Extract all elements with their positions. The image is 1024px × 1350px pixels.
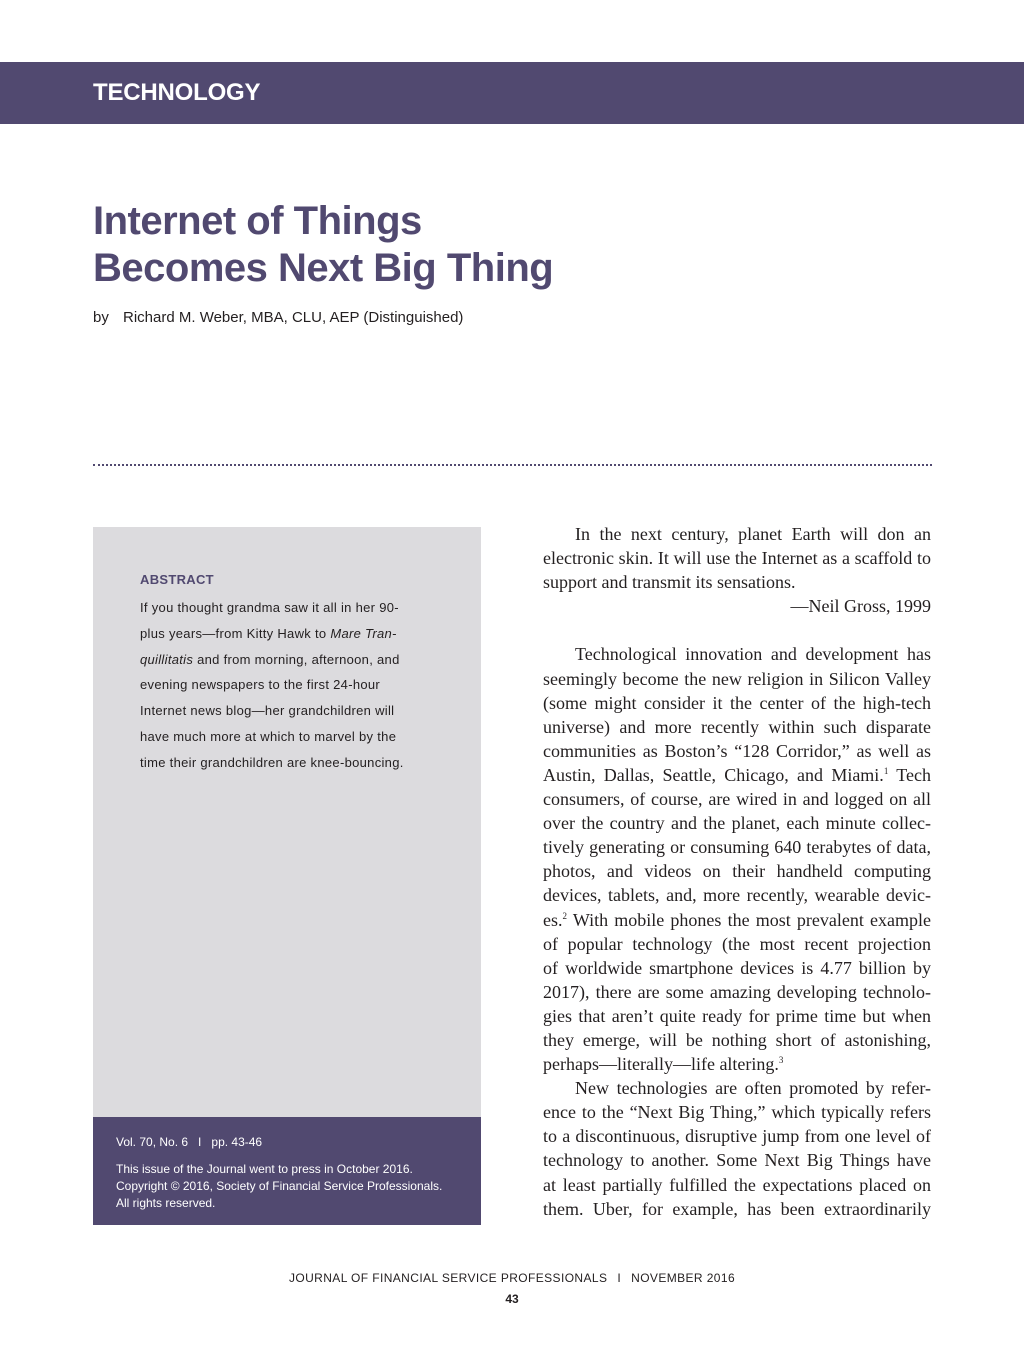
body-line: devices, tablets, and, more recently, wearable devic- xyxy=(543,885,931,906)
journal-name: JOURNAL OF FINANCIAL SERVICE PROFESSIONALS xyxy=(288,1271,608,1285)
page-range: pp. 43-46 xyxy=(211,1135,263,1149)
rights-line: All rights reserved. xyxy=(116,1196,216,1211)
dotted-divider xyxy=(93,464,932,466)
page-number: 43 xyxy=(505,1292,519,1306)
body-line: Austin, Dallas, Seattle, Chicago, and Miami.$^1$ Tech xyxy=(543,764,931,785)
body-line: over the country and the planet, each minute collec- xyxy=(543,813,931,834)
abstract-heading: ABSTRACT xyxy=(140,572,214,587)
body-line: technology to another. Some Next Big Things have xyxy=(543,1150,931,1171)
title-line: Becomes Next Big Thing xyxy=(93,246,554,290)
body-line: perhaps—literally—life altering.$^3$ xyxy=(543,1054,784,1075)
byline xyxy=(93,309,463,326)
epigraph-line: electronic skin. It will use the Internet as a scaffold to xyxy=(543,548,931,569)
body-line: (some might consider it the center of the high-tech xyxy=(543,692,931,713)
body-line: of worldwide smartphone devices is 4.77 billion by xyxy=(543,957,931,978)
press-note: This issue of the Journal went to press in October 2016. xyxy=(116,1162,413,1176)
body-line: consumers, of course, are wired in and logged on all xyxy=(543,789,931,810)
epigraph-line: In the next century, planet Earth will don an xyxy=(575,524,931,544)
body-line: at least partially fulfilled the expectations placed on xyxy=(543,1174,931,1195)
epigraph xyxy=(543,522,931,618)
body-line: tively generating or consuming 640 terabytes of data, xyxy=(543,837,931,858)
body-line: universe) and more recently within such disparate xyxy=(543,716,931,737)
body-line: Technological innovation and development has xyxy=(575,644,931,665)
body-line: es.$^2$ With mobile phones the most prevalent example xyxy=(543,909,931,930)
body-line: them. Uber, for example, has been extraordinarily xyxy=(543,1198,931,1219)
abstract-line: quillitatis and from morning, afternoon, and xyxy=(140,651,400,667)
epigraph-attribution: —Neil Gross, 1999 xyxy=(790,596,931,617)
abstract-line: have much more at which to marvel by the xyxy=(140,728,397,744)
title-line: Internet of Things xyxy=(93,199,422,243)
abstract-line: time their grandchildren are knee-bouncing. xyxy=(140,754,404,770)
body-line: gies that aren’t quite ready for prime time but when xyxy=(543,1005,931,1026)
body-line: they emerge, will be nothing short of astonishing, xyxy=(543,1029,931,1050)
body-line: New technologies are often promoted by refer- xyxy=(575,1078,931,1099)
volume-info xyxy=(116,1135,262,1149)
separator: I xyxy=(617,1271,622,1285)
abstract-line: If you thought grandma saw it all in her 90- xyxy=(140,600,399,615)
footnote-ref: 3 xyxy=(778,1055,784,1066)
volume-number: Vol. 70, No. 6 xyxy=(116,1135,189,1149)
body-line: communities as Boston’s “128 Corridor,” as well as xyxy=(543,740,931,761)
body-line: photos, and videos on their handheld computing xyxy=(543,861,931,882)
footnote-ref: 2 xyxy=(562,910,567,921)
article-body xyxy=(543,522,931,1221)
abstract-text xyxy=(140,595,435,776)
article-title xyxy=(93,198,793,292)
paragraph xyxy=(543,642,931,1076)
abstract-line: evening newspapers to the first 24-hour xyxy=(140,677,381,693)
body-line: seemingly become the new religion in Silicon Valley xyxy=(543,668,931,689)
issue-info-box xyxy=(93,1117,481,1225)
author-name: Richard M. Weber, MBA, CLU, AEP (Distinguished) xyxy=(123,309,464,326)
body-line: of popular technology (the most recent projection xyxy=(543,933,931,954)
copyright-notes xyxy=(116,1161,442,1213)
copyright-line: Copyright © 2016, Society of Financial Service Professionals. xyxy=(116,1179,443,1194)
body-line: 2017), there are some amazing developing technolo- xyxy=(543,981,931,1002)
page-footer xyxy=(0,1271,1024,1285)
separator: I xyxy=(198,1135,202,1149)
issue-date: NOVEMBER 2016 xyxy=(631,1271,736,1285)
body-line: to a discontinuous, disruptive jump from one level of xyxy=(543,1126,931,1147)
paragraph xyxy=(543,1076,931,1221)
section-label: TECHNOLOGY xyxy=(93,79,261,106)
epigraph-line: support and transmit its sensations. xyxy=(543,572,796,593)
footnote-ref: 1 xyxy=(883,765,889,776)
abstract-line: plus years—from Kitty Hawk to Mare Tran- xyxy=(140,625,397,641)
abstract-line: Internet news blog—her grandchildren will xyxy=(140,703,395,719)
body-line: ence to the “Next Big Thing,” which typically refers xyxy=(543,1102,931,1123)
byline-prefix: by xyxy=(93,309,109,326)
